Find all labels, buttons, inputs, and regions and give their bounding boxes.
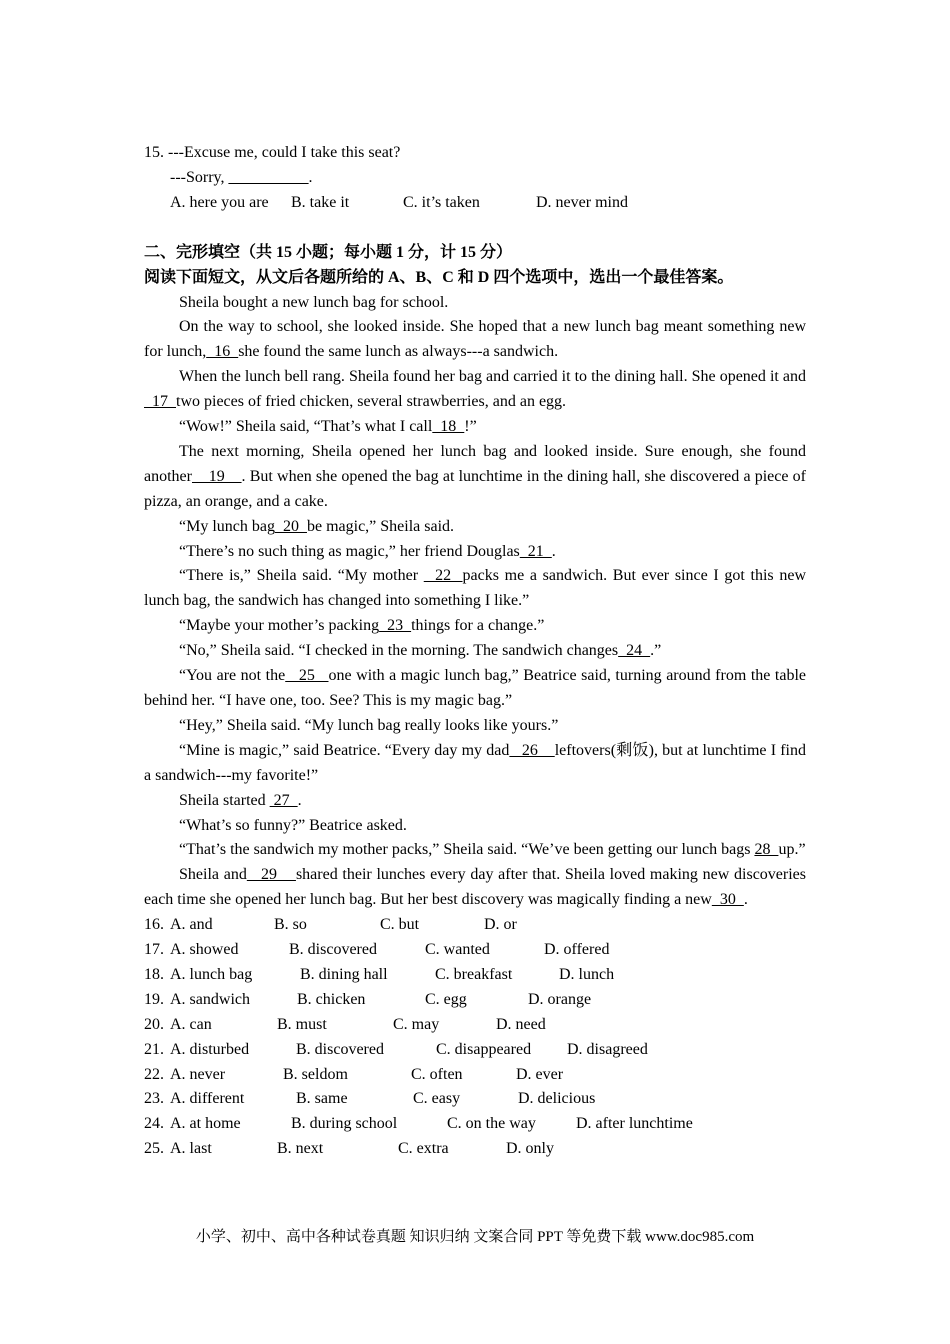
blank-18: 18 <box>432 418 465 436</box>
passage-p15: “What’s so funny?” Beatrice asked. <box>179 816 407 834</box>
question-row-21: 21. A. disturbed B. discovered C. disappeared D. disagreed <box>144 1040 648 1058</box>
passage-p11: “You are not the 25 one with a magic lunch bag,” Beatrice said, turning around from the table behind her. “I have one, too. See? This is my magic bag.” <box>144 667 807 710</box>
q15-response <box>144 166 806 191</box>
q15-option-d: D. never mind <box>536 193 628 211</box>
blank-21: 21 <box>519 542 552 560</box>
section-title: 二、完形填空（共 15 小题；每小题 1 分，计 15 分） <box>144 243 513 261</box>
question-row-23: 23. A. different B. same C. easy D. delicious <box>144 1090 596 1108</box>
blank-19: 19 <box>191 467 242 485</box>
blank-16: 16 <box>206 343 239 361</box>
question-row-22: 22. A. never B. seldom C. often D. ever <box>144 1065 564 1083</box>
question-row-19: 19. A. sandwich B. chicken C. egg D. orange <box>144 990 592 1008</box>
passage-p17: Sheila and 29 shared their lunches every day after that. Sheila loved making new discoveries each time she opened her lunch bag. But her best discovery was magically finding a new 30 . <box>144 866 807 909</box>
question-list <box>144 913 806 1162</box>
question-row-18: 18. A. lunch bag B. dining hall C. breakfast D. lunch <box>144 965 615 983</box>
blank-27: 27 <box>269 791 298 809</box>
passage-p8: “There is,” Sheila said. “My mother 22 packs me a sandwich. But ever since I got this new lunch bag, the sandwich has changed into something I like.” <box>144 567 807 610</box>
question-row-25: 25. A. last B. next C. extra D. only <box>144 1140 554 1158</box>
q15-option-a: A. here you are <box>170 193 269 211</box>
blank-24: 24 <box>618 642 651 660</box>
blank-29: 29 <box>246 866 296 884</box>
q15-response-pre: ---Sorry, <box>170 168 229 186</box>
passage-p16: “That’s the sandwich my mother packs,” Sheila said. “We’ve been getting our lunch bags 28 up.” <box>179 841 806 859</box>
exam-page <box>144 141 806 1162</box>
passage-p12: “Hey,” Sheila said. “My lunch bag really looks like yours.” <box>179 716 559 734</box>
page-footer: 小学、初中、高中各种试卷真题 知识归纳 文案合同 PPT 等免费下载 www.doc985.com <box>195 1229 755 1245</box>
q15-blank: __________ <box>228 168 309 186</box>
blank-26: 26 <box>509 741 555 759</box>
passage-p3: When the lunch bell rang. Sheila found her bag and carried it to the dining hall. She opened it and 17 two pieces of fried chicken, several strawberries, and an egg. <box>144 368 806 411</box>
passage-p10: “No,” Sheila said. “I checked in the morning. The sandwich changes 24 .” <box>179 642 662 660</box>
section-instruction: 阅读下面短文，从文后各题所给的 A、B、C 和 D 四个选项中，选出一个最佳答案。 <box>144 268 734 286</box>
passage-p6: “My lunch bag 20 be magic,” Sheila said. <box>179 517 455 535</box>
q15-option-c: C. it’s taken <box>403 193 480 211</box>
q15-option-b: B. take it <box>291 193 350 211</box>
question-row-24: 24. A. at home B. during school C. on the way D. after lunchtime <box>144 1115 693 1133</box>
blank-25: 25 <box>285 667 329 685</box>
passage-p13: “Mine is magic,” said Beatrice. “Every day my dad 26 leftovers(剩饭), but at lunchtime I find a sandwich---my favorite!” <box>144 741 807 784</box>
passage-p4: “Wow!” Sheila said, “That’s what I call 18 !” <box>179 418 477 436</box>
blank-28: 28 <box>754 841 779 859</box>
q15-response-post: . <box>308 168 313 186</box>
passage-p1: Sheila bought a new lunch bag for school. <box>179 293 449 311</box>
passage-p14: Sheila started 27 . <box>179 791 302 809</box>
q15-stem: 15. ---Excuse me, could I take this seat? <box>144 144 401 161</box>
blank-23: 23 <box>379 617 412 635</box>
blank-17: 17 <box>144 393 176 411</box>
question-row-16: 16. A. and B. so C. but D. or <box>144 916 517 934</box>
blank-30: 30 <box>711 891 744 909</box>
passage-p5: The next morning, Sheila opened her lunch bag and looked inside. Sure enough, she found another 19 . But when she opened the bag at lunchtime in the dining hall, she discovered a piece of pizza, an orange, and a cake. <box>144 442 807 510</box>
passage-p9: “Maybe your mother’s packing 23 things for a change.” <box>179 617 545 635</box>
blank-20: 20 <box>274 517 307 535</box>
question-row-17: 17. A. showed B. discovered C. wanted D. offered <box>144 941 610 959</box>
question-row-20: 20. A. can B. must C. may D. need <box>144 1015 546 1033</box>
passage-p2: On the way to school, she looked inside. She hoped that a new lunch bag meant something new for lunch, 16 she found the same lunch as always---a sandwich. <box>144 318 806 361</box>
q15-options <box>144 191 806 216</box>
passage-p7: “There’s no such thing as magic,” her friend Douglas 21 . <box>179 542 556 560</box>
blank-22: 22 <box>423 567 463 585</box>
